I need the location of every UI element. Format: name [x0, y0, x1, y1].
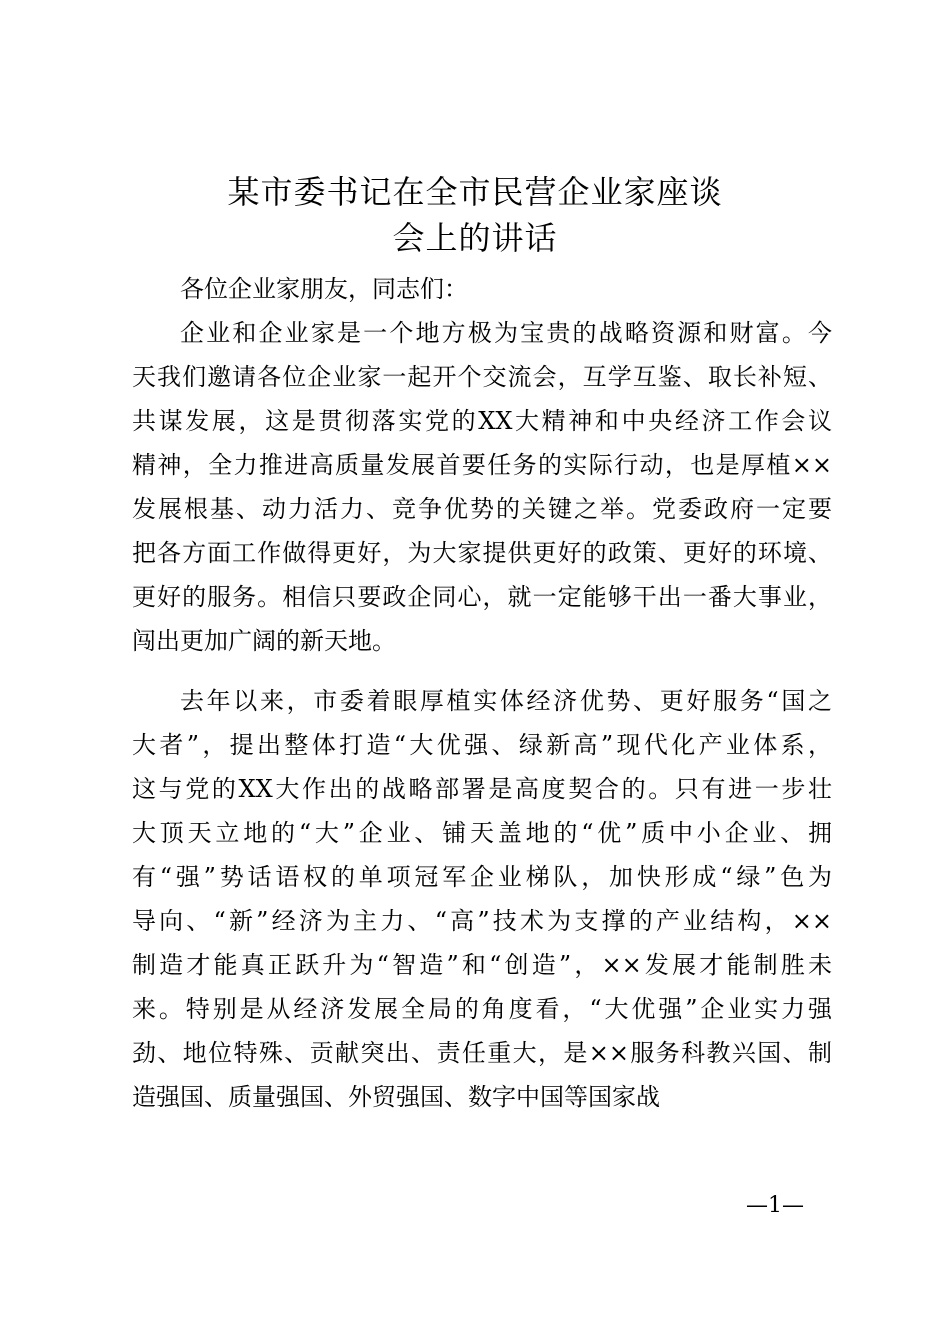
- paragraph-2-line: 制造才能真正跃升为“智造”和“创造”，××发展才能制胜未: [132, 951, 832, 979]
- paragraph-1-line: 企业和企业家是一个地方极为宝贵的战略资源和财富。今: [180, 319, 832, 347]
- paragraph-1-line: 共谋发展，这是贯彻落实党的XX大精神和中央经济工作会议: [132, 407, 832, 435]
- page-number: —1—: [746, 1193, 804, 1218]
- paragraph-2-line: 来。特别是从经济发展全局的角度看，“大优强”企业实力强: [132, 995, 832, 1023]
- paragraph-1-line: 闯出更加广阔的新天地。: [132, 627, 396, 655]
- document-title-line-1: 某市委书记在全市民营企业家座谈: [227, 173, 723, 211]
- paragraph-2-line: 大顶天立地的“大”企业、铺天盖地的“优”质中小企业、拥: [132, 819, 832, 847]
- paragraph-2-line: 大者”，提出整体打造“大优强、绿新高”现代化产业体系，: [132, 731, 832, 759]
- paragraph-1-line: 把各方面工作做得更好，为大家提供更好的政策、更好的环境、: [132, 539, 832, 567]
- paragraph-2-line: 去年以来，市委着眼厚植实体经济优势、更好服务“国之: [180, 687, 832, 715]
- paragraph-1-line: 更好的服务。相信只要政企同心，就一定能够干出一番大事业，: [132, 583, 832, 611]
- paragraph-2-line: 造强国、质量强国、外贸强国、数字中国等国家战: [132, 1083, 660, 1111]
- paragraph-1-line: 天我们邀请各位企业家一起开个交流会，互学互鉴、取长补短、: [132, 363, 832, 391]
- salutation: 各位企业家朋友，同志们：: [180, 275, 468, 303]
- paragraph-2-line: 有“强”势话语权的单项冠军企业梯队，加快形成“绿”色为: [132, 863, 832, 891]
- paragraph-2-line: 导向、“新”经济为主力、“高”技术为支撑的产业结构，××: [132, 907, 832, 935]
- document-title-line-2: 会上的讲话: [392, 219, 558, 257]
- paragraph-1-line: 发展根基、动力活力、竞争优势的关键之举。党委政府一定要: [132, 495, 832, 523]
- paragraph-1-line: 精神，全力推进高质量发展首要任务的实际行动，也是厚植××: [132, 451, 832, 479]
- paragraph-2-line: 劲、地位特殊、贡献突出、责任重大，是××服务科教兴国、制: [132, 1039, 832, 1067]
- paragraph-2-line: 这与党的XX大作出的战略部署是高度契合的。只有进一步壮: [132, 775, 832, 803]
